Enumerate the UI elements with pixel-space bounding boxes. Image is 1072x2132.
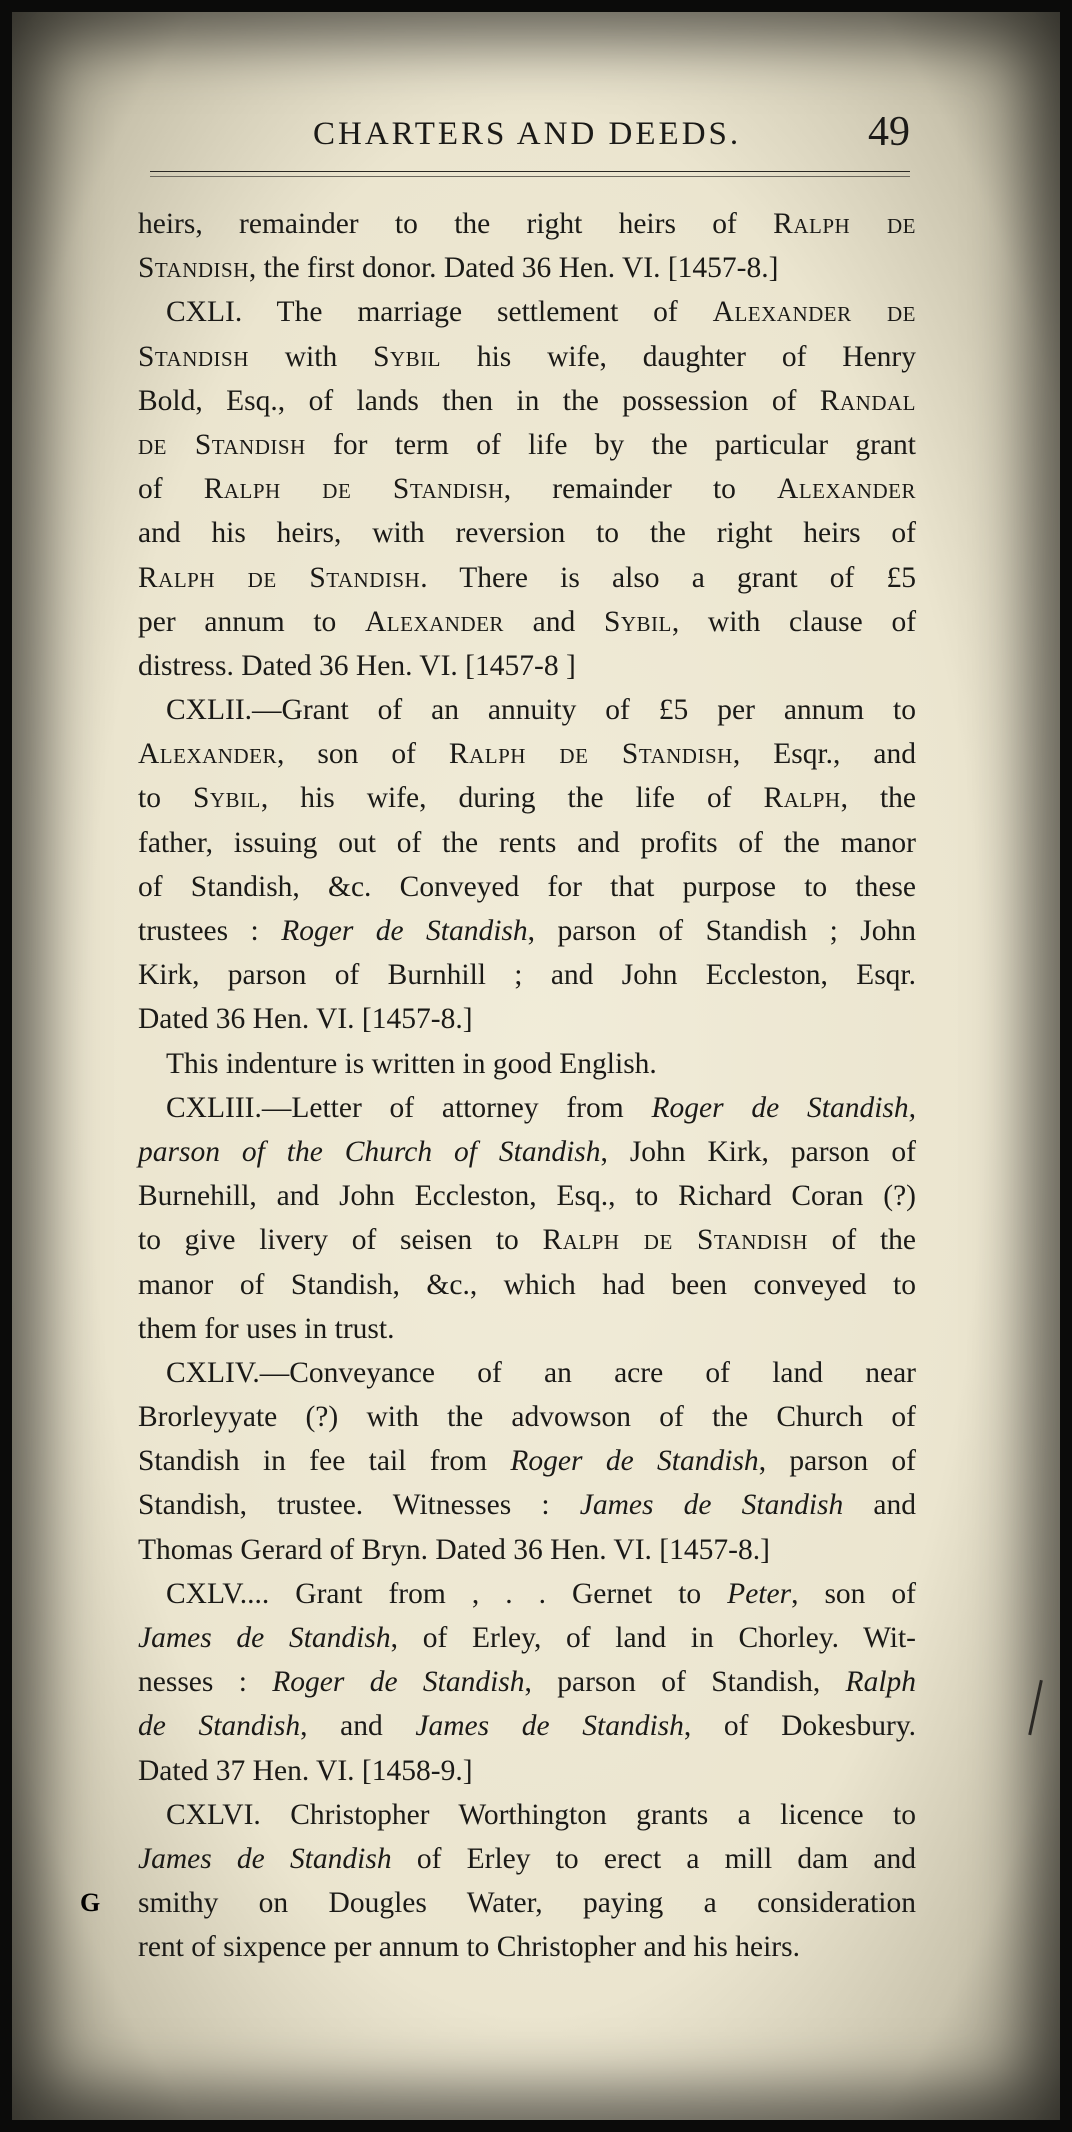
text-run: manor of Standish, &c., which had been conveyed to — [138, 1268, 916, 1301]
italic-name: Ralph — [845, 1666, 917, 1699]
text-line — [138, 335, 916, 379]
text-run: , parson of — [758, 1445, 916, 1478]
text-run: CXLI. The marriage settlement of — [166, 296, 713, 329]
text-run: , son of — [791, 1577, 916, 1610]
small-caps-name: de Standish — [138, 428, 306, 461]
text-run: , son of — [276, 738, 449, 771]
text-run: Dated 36 Hen. VI. [1457-8.] — [138, 1003, 473, 1036]
small-caps-name: Sybil — [373, 340, 441, 373]
text-line — [138, 1395, 916, 1439]
text-run: of the — [807, 1224, 916, 1257]
text-line — [138, 467, 916, 511]
text-run: , the — [840, 782, 916, 815]
text-run: . There is also a grant of £5 — [420, 561, 916, 594]
text-run: of — [138, 473, 204, 506]
text-line — [138, 953, 916, 997]
text-run: of Standish, &c. Conveyed for that purpose to these — [138, 870, 916, 903]
text-run: Bold, Esq., of lands then in the possession of — [138, 384, 820, 417]
italic-name: Roger de Standish — [272, 1666, 525, 1699]
text-line — [138, 511, 916, 555]
small-caps-name: Ralph de Standish — [542, 1224, 808, 1257]
text-line — [138, 865, 916, 909]
text-line — [138, 1042, 916, 1086]
text-run: with — [248, 340, 374, 373]
text-line — [138, 1749, 916, 1793]
text-run: of Erley to erect a mill dam and — [391, 1842, 916, 1875]
text-run: Standish in fee tail from — [138, 1445, 511, 1478]
text-run: CXLV.... Grant from , . . Gernet to — [166, 1577, 728, 1610]
text-run: CXLII.—Grant of an annuity of £5 per annum to — [166, 694, 916, 727]
pencil-margin-mark — [1028, 1680, 1046, 1736]
text-line — [138, 1528, 916, 1572]
text-run: father, issuing out of the rents and profits of the manor — [138, 826, 916, 859]
text-line — [138, 909, 916, 953]
text-line — [138, 821, 916, 865]
italic-name: de Standish — [138, 1710, 301, 1743]
text-run: , the first donor. Dated 36 Hen. VI. [1457-8.] — [248, 252, 779, 285]
text-run: distress. Dated 36 Hen. VI. [1457-8 ] — [138, 649, 576, 682]
text-run: , with clause of — [671, 605, 917, 638]
italic-name: Roger de Standish, — [651, 1091, 917, 1124]
text-line — [138, 423, 916, 467]
small-caps-name: Alexander — [138, 738, 277, 771]
text-line — [138, 600, 916, 644]
text-line — [138, 1572, 916, 1616]
text-line — [138, 1263, 916, 1307]
text-line — [138, 246, 916, 290]
text-line — [138, 1616, 916, 1660]
text-run: and — [503, 605, 604, 638]
text-line — [138, 202, 916, 246]
text-run: This indenture is written in good English. — [166, 1047, 657, 1080]
text-run: CXLIII.—Letter of attorney from — [166, 1091, 652, 1124]
text-run: per annum to — [138, 605, 365, 638]
small-caps-name: Sybil — [603, 605, 672, 638]
text-line — [138, 290, 916, 334]
text-line — [138, 1307, 916, 1351]
italic-name: James de Standish — [415, 1710, 684, 1743]
italic-name: James de Standish — [138, 1622, 391, 1654]
text-run: Standish, trustee. Witnesses : — [138, 1489, 580, 1522]
text-run: CXLVI. Christopher Worthington grants a licence to — [166, 1798, 916, 1831]
text-run: Brorleyyate (?) with the advowson of the Church of — [138, 1401, 916, 1434]
text-line — [138, 556, 916, 600]
small-caps-name: Ralph — [763, 782, 841, 815]
small-caps-name: Ralph de Standish — [138, 561, 421, 594]
text-line — [138, 1439, 916, 1483]
text-run: Kirk, parson of Burnhill ; and John Eccleston, Esqr. — [138, 959, 916, 992]
text-run: to give livery of seisen to — [138, 1224, 543, 1257]
text-run: Dated 37 Hen. VI. [1458-9.] — [138, 1754, 473, 1787]
italic-name: Roger de Standish — [281, 915, 528, 947]
small-caps-name: Alexander — [364, 605, 504, 638]
header-rule-thin — [150, 176, 910, 177]
text-line — [138, 1793, 916, 1837]
italic-name: Peter — [727, 1577, 792, 1610]
small-caps-name: Alexander de — [712, 296, 917, 329]
text-line — [138, 644, 916, 688]
text-run: them for uses in trust. — [138, 1312, 395, 1345]
text-line — [138, 1837, 916, 1881]
text-run: Burnehill, and John Eccleston, Esq., to Richard Coran (?) — [138, 1180, 916, 1213]
italic-name: James de Standish — [579, 1489, 844, 1522]
text-run: , John Kirk, parson of — [600, 1135, 916, 1168]
small-caps-name: Ralph de Standish — [448, 738, 733, 771]
text-line — [138, 1174, 916, 1218]
text-run: heirs, remainder to the right heirs of — [138, 208, 774, 240]
text-line — [138, 1704, 916, 1748]
small-caps-name: Randal — [819, 384, 916, 417]
text-line — [138, 688, 916, 732]
text-run: , Esqr., and — [732, 738, 916, 771]
text-run: nesses : — [138, 1666, 273, 1699]
page-header — [138, 108, 916, 166]
text-line — [138, 776, 916, 820]
text-run: , his wife, during the life of — [260, 782, 764, 815]
text-run: CXLIV.—Conveyance of an acre of land near — [166, 1356, 916, 1389]
body-text — [138, 202, 916, 1970]
text-line — [138, 1881, 916, 1925]
text-run: for term of life by the particular grant — [305, 428, 916, 461]
text-line — [138, 1086, 916, 1130]
signature-mark: G — [80, 1888, 101, 1917]
text-run: , parson of Standish, — [524, 1666, 846, 1699]
text-run: Thomas Gerard of Bryn. Dated 36 Hen. VI. [1457-8.] — [138, 1533, 770, 1566]
italic-name: Roger de Standish — [510, 1445, 759, 1478]
page-content — [138, 108, 917, 1964]
small-caps-name: Standish — [138, 340, 249, 373]
page-number: 49 — [868, 109, 910, 155]
italic-name: parson of the Church of Standish — [138, 1135, 601, 1168]
text-line — [138, 732, 916, 776]
text-line — [138, 1130, 916, 1174]
text-run: and — [843, 1489, 917, 1522]
text-line — [138, 1660, 916, 1704]
small-caps-name: Standish — [138, 252, 249, 285]
text-run: , parson of Standish ; John — [527, 915, 917, 947]
text-line — [138, 1218, 916, 1262]
italic-name: James de Standish — [138, 1842, 392, 1875]
text-line — [138, 997, 916, 1041]
text-line — [138, 1483, 916, 1527]
text-run: , of Dokesbury. — [683, 1710, 917, 1743]
text-line — [138, 379, 916, 423]
running-head: CHARTERS AND DEEDS. — [313, 116, 742, 152]
text-run: his wife, daughter of Henry — [440, 340, 916, 373]
text-run: smithy on Dougles Water, paying a consideration — [138, 1887, 916, 1920]
small-caps-name: Sybil — [192, 782, 261, 815]
text-run: , of Erley, of land in Chorley. Wit- — [390, 1622, 916, 1654]
text-run: to — [138, 782, 193, 815]
small-caps-name: Ralph de Standish — [203, 473, 504, 506]
small-caps-name: Alexander — [777, 473, 916, 506]
text-run: , remainder to — [503, 473, 778, 506]
small-caps-name: Ralph de — [773, 208, 916, 240]
text-run: trustees : — [138, 915, 282, 947]
header-rule — [150, 171, 910, 172]
text-line — [138, 1925, 916, 1969]
text-line — [138, 1351, 916, 1395]
text-run: rent of sixpence per annum to Christopher and his heirs. — [138, 1931, 800, 1964]
text-run: , and — [300, 1710, 416, 1743]
text-run: and his heirs, with reversion to the right heirs of — [138, 517, 916, 550]
